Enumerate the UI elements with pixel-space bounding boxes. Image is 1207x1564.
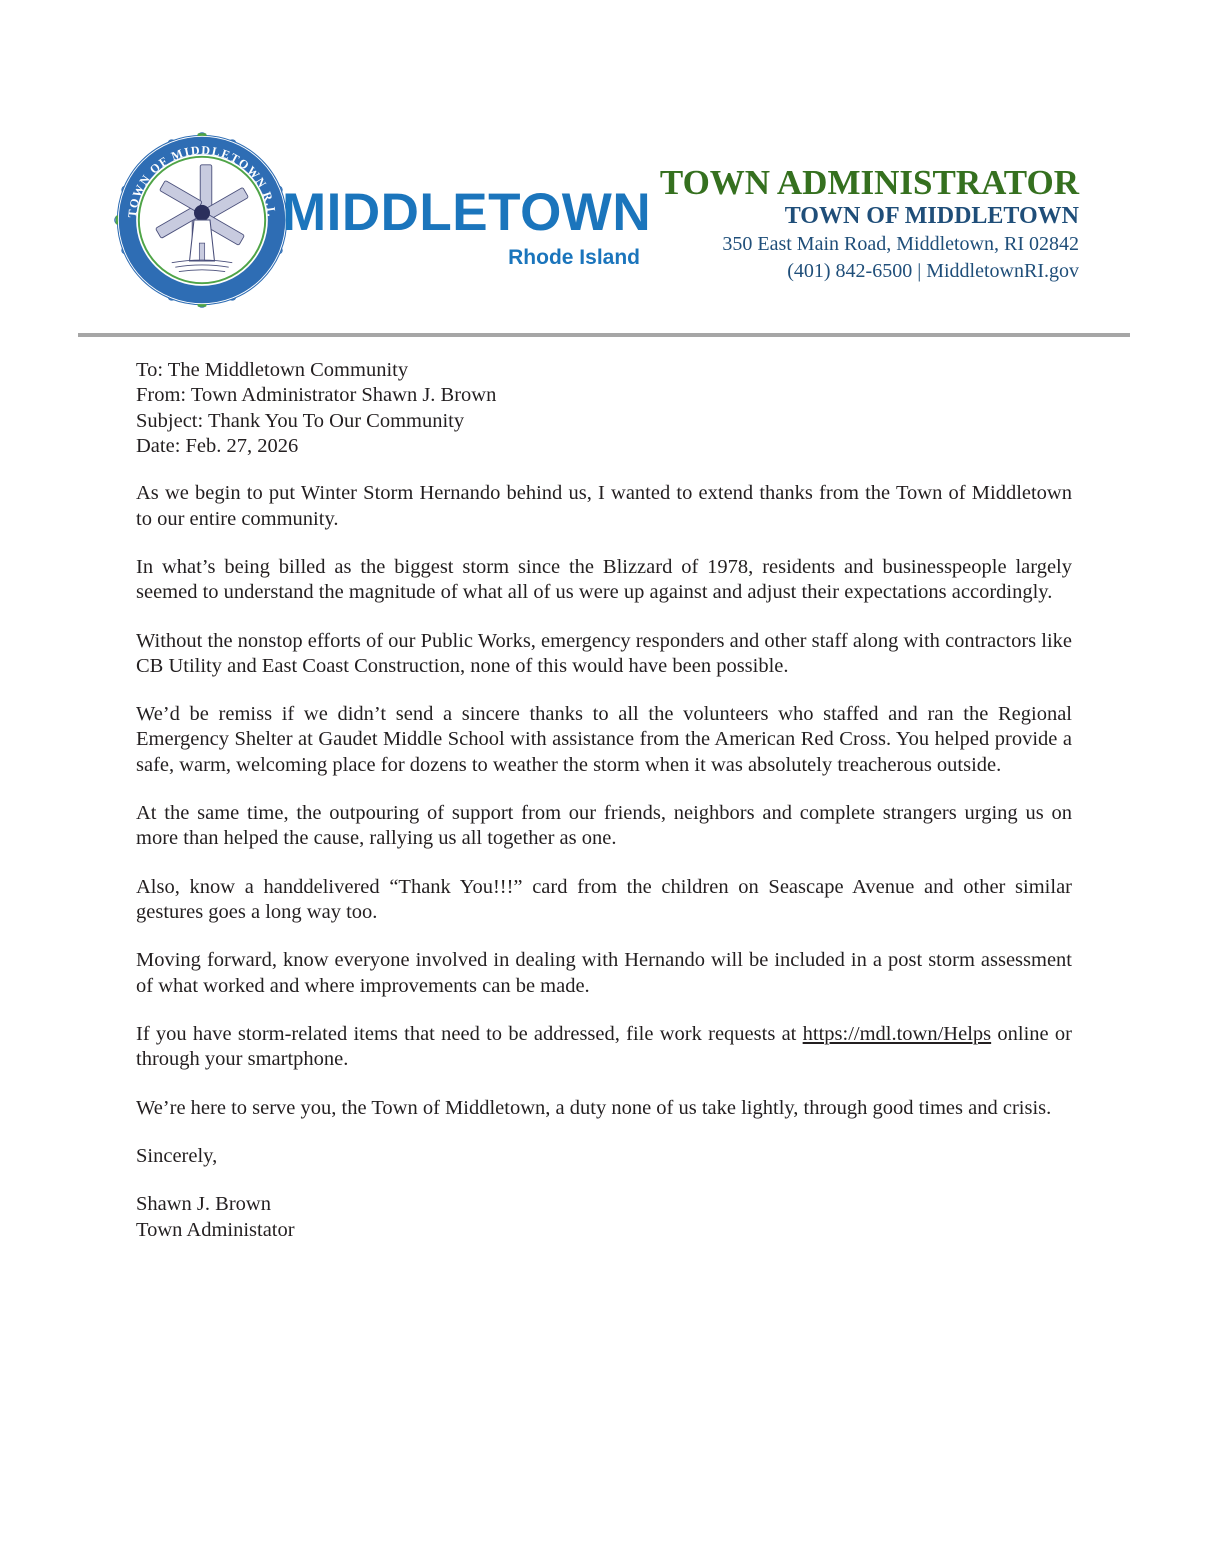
seal-icon (113, 131, 291, 309)
header-divider (78, 333, 1130, 337)
meta-from: From: Town Administrator Shawn J. Brown (136, 384, 497, 407)
meta-subject: Subject: Thank You To Our Community (136, 409, 465, 432)
letter-paragraph: Moving forward, know everyone involved in dealing with Hernando will be included in a post storm assessment of what worked and where improvements can be made. (136, 949, 1072, 997)
link-paragraph-before: If you have storm-related items that need to be addressed, file work requests at (136, 1022, 803, 1045)
letter-paragraph: At the same time, the outpouring of support from our friends, neighbors and complete strangers urging us on more than helped the cause, rallying us all together as one. (136, 802, 1072, 850)
letterhead (0, 0, 1207, 335)
signature-block (136, 1192, 1072, 1243)
masthead-subtitle: TOWN OF MIDDLETOWN (784, 203, 1079, 230)
masthead-contact: (401) 842-6500 | MiddletownRI.gov (787, 260, 1079, 283)
masthead-block (660, 163, 1079, 285)
link-paragraph-after: online or through your smartphone. (136, 1022, 1072, 1071)
letter-paragraph-with-link (136, 1022, 1072, 1073)
letter-paragraph: Without the nonstop efforts of our Public Works, emergency responders and other staff along with contractors like CB Utility and East Coast Construction, none of this would have been possible. (136, 629, 1072, 677)
signature-title: Town Administator (136, 1218, 295, 1241)
letter-paragraph: In what’s being billed as the biggest storm since the Blizzard of 1978, residents and businesspeople largely seemed to understand the magnitude of what all of us were up against and adjust their expectations accordingly. (136, 555, 1072, 604)
letter-body (136, 358, 1072, 1243)
town-seal-logo (113, 131, 291, 309)
seal-year-text: 1743 (230, 245, 257, 273)
middletown-wordmark (282, 183, 652, 269)
letter-paragraph: As we begin to put Winter Storm Hernando behind us, I wanted to extend thanks from the Town of Middletown to our entire community. (136, 482, 1072, 530)
work-requests-link[interactable]: https://mdl.town/Helps (802, 1022, 992, 1045)
letter-closing-paragraph: We’re here to serve you, the Town of Middletown, a duty none of us take lightly, through good times and crisis. (136, 1096, 1052, 1119)
meta-to: To: The Middletown Community (136, 359, 409, 381)
masthead-title: TOWN ADMINISTRATOR (659, 163, 1079, 202)
seal-arc-bottom-text: INCORPORATED (138, 226, 222, 284)
letter-salutation: Sincerely, (136, 1144, 218, 1167)
letter-paragraph: We’d be remiss if we didn’t send a sincere thanks to all the volunteers who staffed and ran the Regional Emergency Shelter at Gaudet Middle School with assistance from the American Red Cross. You helped provide a safe, warm, welcoming place for dozens to weather the storm when it was absolutely treacherous outside. (136, 703, 1072, 776)
wordmark-sub-text: Rhode Island (508, 246, 640, 269)
letter-paragraph: Also, know a handdelivered “Thank You!!!” card from the children on Seascape Avenue and other similar gestures goes a long way too. (136, 875, 1072, 923)
signature-name: Shawn J. Brown (136, 1193, 271, 1216)
wordmark-main-text: MIDDLETOWN (282, 183, 652, 242)
seal-arc-top-text: TOWN OF MIDDLETOWN R.I. (125, 142, 279, 219)
meta-date: Date: Feb. 27, 2026 (136, 434, 299, 457)
letter-meta (136, 358, 1072, 459)
masthead-address: 350 East Main Road, Middletown, RI 02842 (722, 233, 1079, 256)
